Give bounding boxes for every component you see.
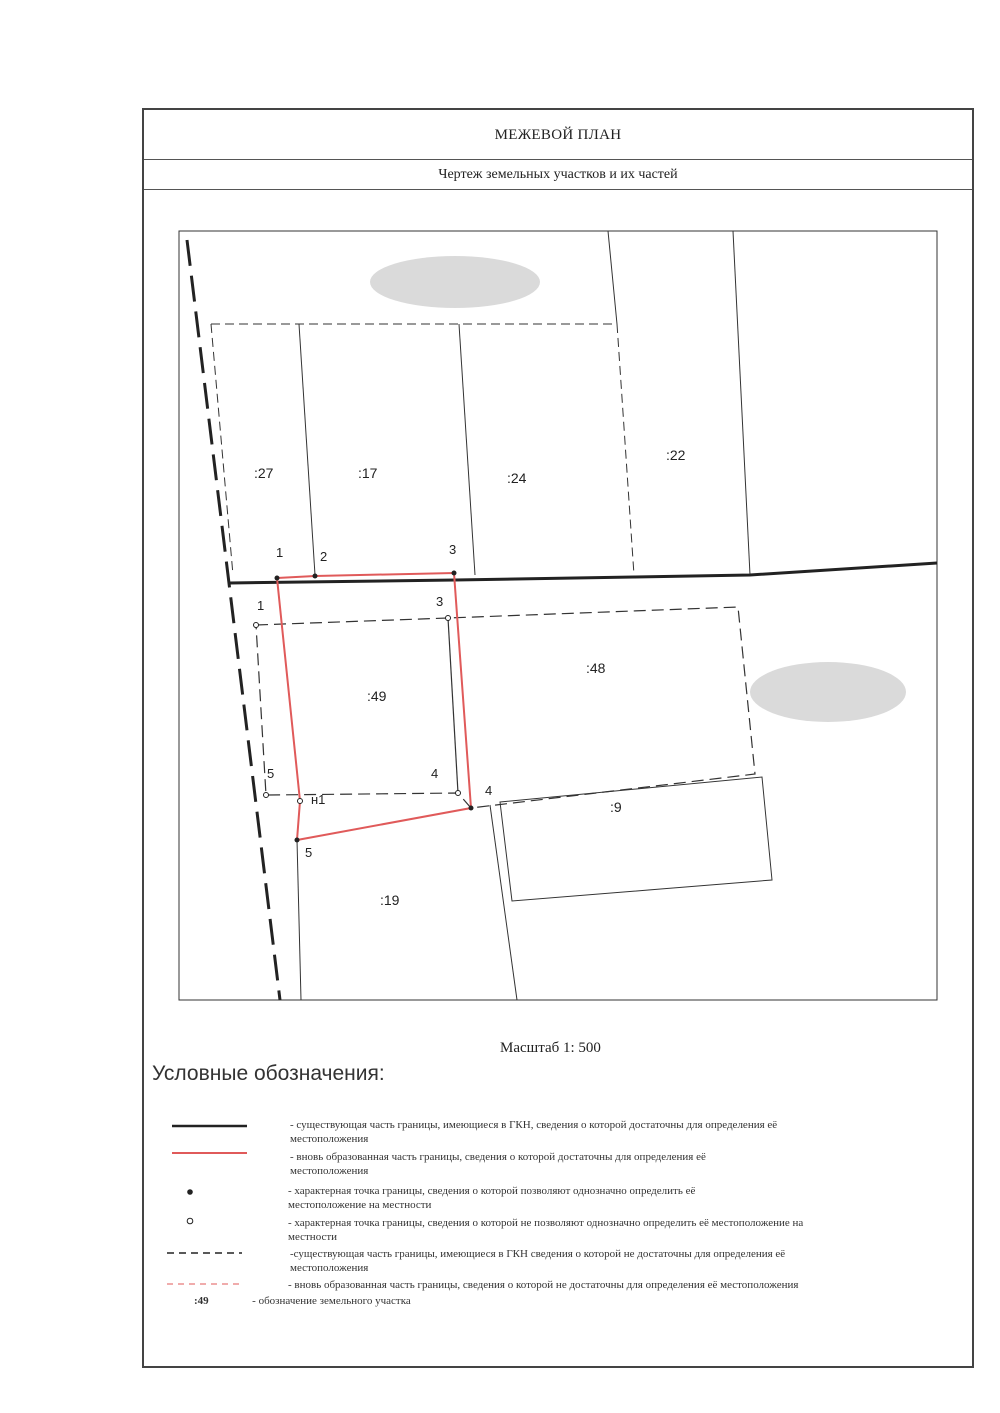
legend-item-text: местоположение на местности [288,1199,432,1211]
document-title: МЕЖЕВОЙ ПЛАН [144,110,972,160]
divider-49-48 [448,618,458,793]
parcel-label: :27 [254,465,274,481]
scale-label: Масштаб 1: 500 [500,1040,601,1056]
point-hollow [264,793,269,798]
point-hollow [446,616,451,621]
divider-22-east [733,231,750,575]
parcel-48-dashed-boundary [256,607,755,808]
point-label: 4 [431,766,439,781]
point-filled [452,571,457,576]
redaction-blur-top [370,256,540,308]
existing-boundary-thick [230,563,937,583]
parcel-9-boundary [500,777,772,901]
legend-item-text: - обозначение земельного участка [252,1295,411,1307]
legend-item-text: местоположения [290,1133,369,1145]
road-dashed-line [187,240,280,1000]
parcel-19-west [297,840,301,1000]
legend-item [290,1150,930,1178]
point-label: 3 [436,594,444,609]
divider-24-22-top [608,231,617,324]
point-filled [275,576,280,581]
point-filled [313,574,318,579]
redaction-blur-right [750,662,906,722]
new-boundary-red [277,573,471,840]
point-hollow [298,799,303,804]
legend-item-text: местности [288,1231,338,1243]
parcel-label: :24 [507,470,527,486]
parcel-label: :48 [586,660,606,676]
legend-item [290,1118,930,1146]
point-filled [469,806,474,811]
point-label: 1 [276,545,284,560]
point-hollow [456,791,461,796]
legend-item-text: -существующая часть границы, имеющиеся в ГКН сведения о которой не достаточны для определения её [290,1248,786,1260]
parcel-label: :9 [610,799,622,815]
legend-item-text: - характерная точка границы, сведения о которой не позволяют однозначно определить её местоположение на [288,1217,804,1229]
upper-parcels-dashed-boundary [211,324,634,575]
point-label: 1 [257,598,265,613]
legend-parcel-symbol: :49 [194,1295,209,1307]
point-label: 5 [267,766,275,781]
parcel-label: :17 [358,465,378,481]
point-label: н1 [311,792,326,807]
legend-item-text: местоположения [290,1262,369,1274]
document-subtitle: Чертеж земельных участков и их частей [144,160,972,190]
point-label: 2 [320,549,328,564]
parcel-label: :22 [666,447,686,463]
legend-item [288,1184,928,1212]
legend-item [288,1278,938,1292]
legend-item-text: местоположения [290,1165,369,1177]
legend-item-text: - существующая часть границы, имеющиеся в ГКН, сведения о которой достаточны для определения её [290,1119,778,1131]
point-label: 4 [485,783,493,798]
legend-item [194,1294,594,1308]
legend-item-text: - вновь образованная часть границы, сведения о которой достаточны для определения её [290,1151,706,1163]
point-hollow [254,623,259,628]
divider-27-17 [299,324,315,575]
parcel-label: :19 [380,892,400,908]
point-label: 3 [449,542,457,557]
map-border [179,231,937,1000]
legend-item-text: - характерная точка границы, сведения о которой позволяют однозначно определить её [288,1185,696,1197]
point-filled [295,838,300,843]
point-label: 5 [305,845,313,860]
parcel-label: :49 [367,688,387,704]
legend-item [290,1247,930,1275]
divider-17-24 [459,324,475,575]
legend-item-text: - вновь образованная часть границы, сведения о которой не достаточны для определения её местоположения [288,1279,799,1291]
legend-item [288,1216,938,1244]
legend-title: Условные обозначения: [152,1062,385,1085]
